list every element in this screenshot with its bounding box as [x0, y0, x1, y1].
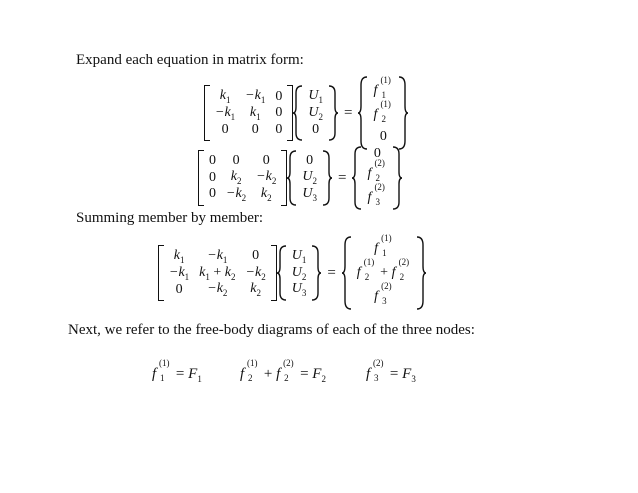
right-bracket: [271, 245, 277, 301]
matrix-equation-3: [158, 233, 426, 310]
global-displacement-vector: $U_1$ $U_2$ $U_3$: [291, 247, 307, 299]
node-equation-1: f (1) 1 = $F_1$: [152, 358, 202, 384]
right-brace: [328, 85, 338, 141]
right-brace: [416, 236, 426, 310]
left-brace: [358, 76, 368, 150]
right-brace: [392, 146, 402, 210]
left-bracket: [198, 150, 204, 206]
left-brace: [342, 236, 352, 310]
force-vector-1: f (1) 1 f (1) 2 0: [373, 75, 391, 144]
equals-sign: =: [337, 169, 347, 186]
left-bracket: [158, 245, 164, 301]
stiffness-matrix-2: 0 0 0 0 $k_2$ $-k_2$ 0 $-k_2$ $k_2$: [209, 153, 277, 203]
intro-text: Expand each equation in matrix form:: [76, 52, 304, 68]
stiffness-matrix-1: $k_1$ $-k_1$ 0 $-k_1$ $k_1$ 0 0 0 0: [215, 88, 283, 137]
displacement-vector-2: 0 $U_2$ $U_3$: [302, 153, 317, 203]
matrix-equation-2: [198, 146, 402, 210]
displacement-vector-1: $U_1$ $U_2$ 0: [308, 88, 323, 137]
right-bracket: [287, 85, 293, 141]
right-brace: [398, 76, 408, 150]
global-stiffness-matrix: $k_1$ $-k_1$ 0 $-k_1$ $k_1 + k_2$ $-k_2$ 0 $-k_2$ $k_2$: [169, 247, 266, 299]
summing-text: Summing member by member:: [76, 210, 264, 226]
global-force-vector: f (1) 1 f (1) 2 + f (2) 2 f (2) 3: [356, 233, 410, 306]
right-brace: [311, 245, 321, 301]
right-bracket: [281, 150, 287, 206]
left-bracket: [204, 85, 210, 141]
right-brace: [322, 150, 332, 206]
left-brace: [287, 150, 297, 206]
equals-sign: =: [327, 264, 336, 281]
left-brace: [277, 245, 287, 301]
left-brace: [352, 146, 362, 210]
next-text: Next, we refer to the free-body diagrams of each of the three nodes:: [68, 322, 475, 338]
node-equation-2: f (1) 2 + f (2) 2 = $F_2$: [240, 358, 326, 384]
matrix-equation-1: [204, 76, 408, 150]
left-brace: [293, 85, 303, 141]
node-equation-3: f (2) 3 = $F_3$: [366, 358, 416, 384]
force-vector-2: 0 f (2) 2 f (2) 3: [367, 146, 385, 207]
equals-sign: =: [343, 104, 353, 121]
